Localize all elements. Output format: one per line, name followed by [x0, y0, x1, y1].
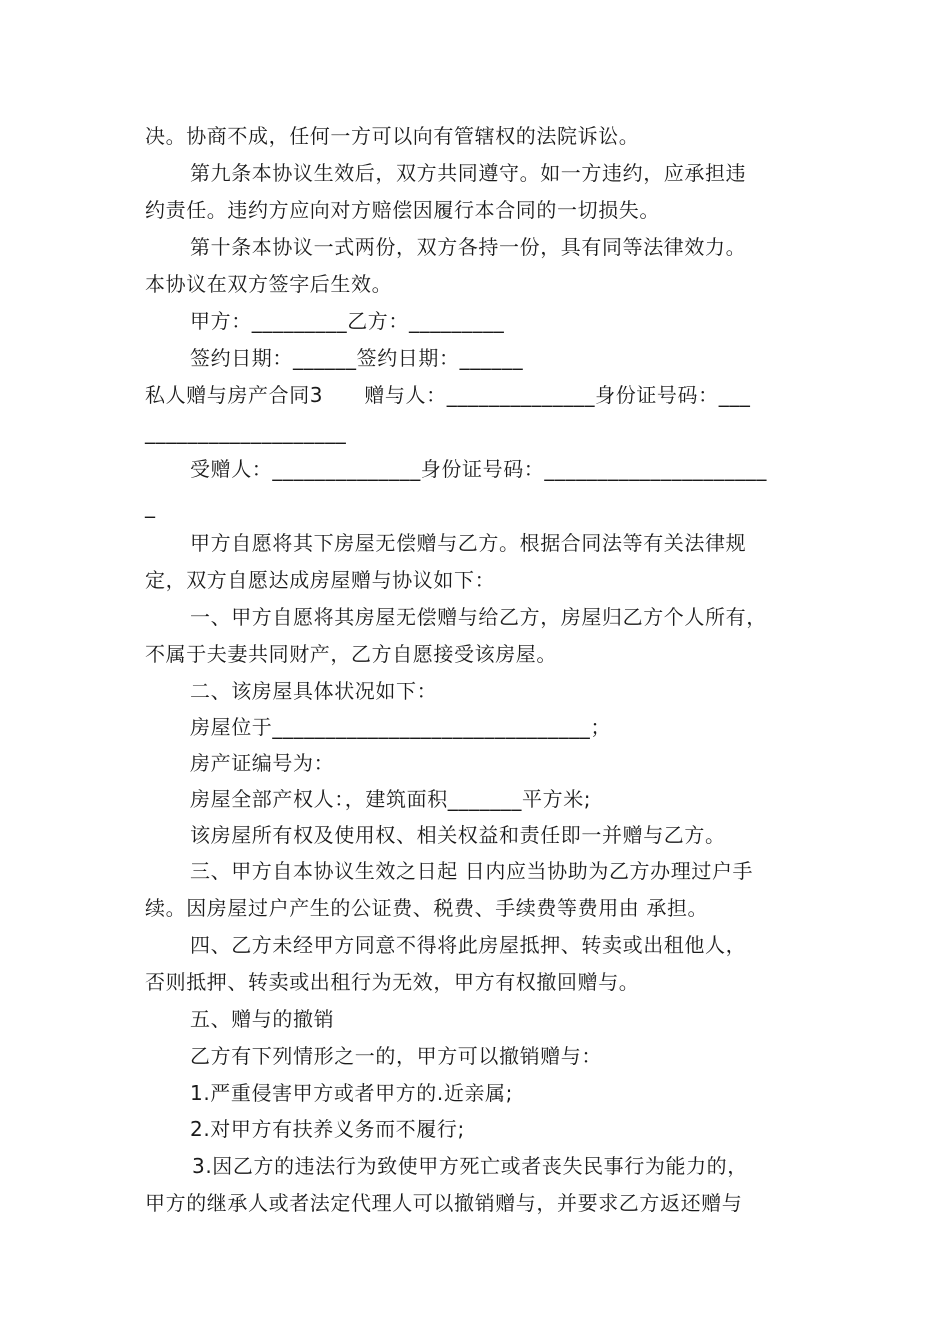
list-item: 2.对甲方有扶养义务而不履行;: [190, 1117, 465, 1141]
contract-heading: 私人赠与房产合同3 赠与人：______________身份证号码：___: [145, 383, 751, 407]
text-line: 不属于夫妻共同财产，乙方自愿接受该房屋。: [145, 642, 557, 666]
text-line: 房产证编号为：: [190, 751, 335, 775]
text-line: 二、该房屋具体状况如下：: [190, 679, 438, 703]
text-line: 续。因房屋过户产生的公证费、税费、手续费等费用由 承担。: [145, 896, 709, 920]
text-line: 房屋位于______________________________；: [190, 715, 611, 739]
text-line: 甲方自愿将其下房屋无偿赠与乙方。根据合同法等有关法律规: [190, 531, 747, 555]
text-line: 乙方有下列情形之一的，甲方可以撤销赠与：: [190, 1044, 602, 1068]
text-line: 房屋全部产权人：，建筑面积_______平方米;: [190, 787, 592, 811]
text-line: 一、甲方自愿将其房屋无偿赠与给乙方，房屋归乙方个人所有，: [190, 605, 767, 629]
text-line: ___________________: [145, 420, 347, 444]
text-line: 该房屋所有权及使用权、相关权益和责任即一并赠与乙方。: [190, 823, 726, 847]
text-line: 决。协商不成，任何一方可以向有管辖权的法院诉讼。: [145, 124, 640, 148]
text-line: 三、甲方自本协议生效之日起 日内应当协助为乙方办理过户手: [190, 859, 754, 883]
text-line: 本协议在双方签字后生效。: [145, 272, 393, 296]
text-line: 受赠人：______________身份证号码：_____________________: [190, 457, 767, 481]
text-line: 五、赠与的撤销: [190, 1007, 335, 1031]
text-line: 第十条本协议一式两份，双方各持一份，具有同等法律效力。: [190, 235, 747, 259]
text-line: 第九条本协议生效后，双方共同遵守。如一方违约，应承担违: [190, 161, 747, 185]
text-line: 甲方的继承人或者法定代理人可以撤销赠与，并要求乙方返还赠与: [145, 1191, 743, 1215]
text-line: 否则抵押、转卖或出租行为无效，甲方有权撤回赠与。: [145, 970, 640, 994]
text-line: 约责任。违约方应向对方赔偿因履行本合同的一切损失。: [145, 198, 660, 222]
date-line: 签约日期：______签约日期：______: [190, 346, 524, 370]
text-line: 四、乙方未经甲方同意不得将此房屋抵押、转卖或出租他人，: [190, 933, 747, 957]
text-line: _: [145, 494, 156, 518]
list-item: 1.严重侵害甲方或者甲方的.近亲属;: [190, 1081, 513, 1105]
text-line: 定，双方自愿达成房屋赠与协议如下：: [145, 568, 496, 592]
list-item: 3.因乙方的违法行为致使甲方死亡或者丧失民事行为能力的，: [192, 1154, 748, 1178]
signature-line: 甲方：_________乙方：_________: [190, 309, 505, 333]
